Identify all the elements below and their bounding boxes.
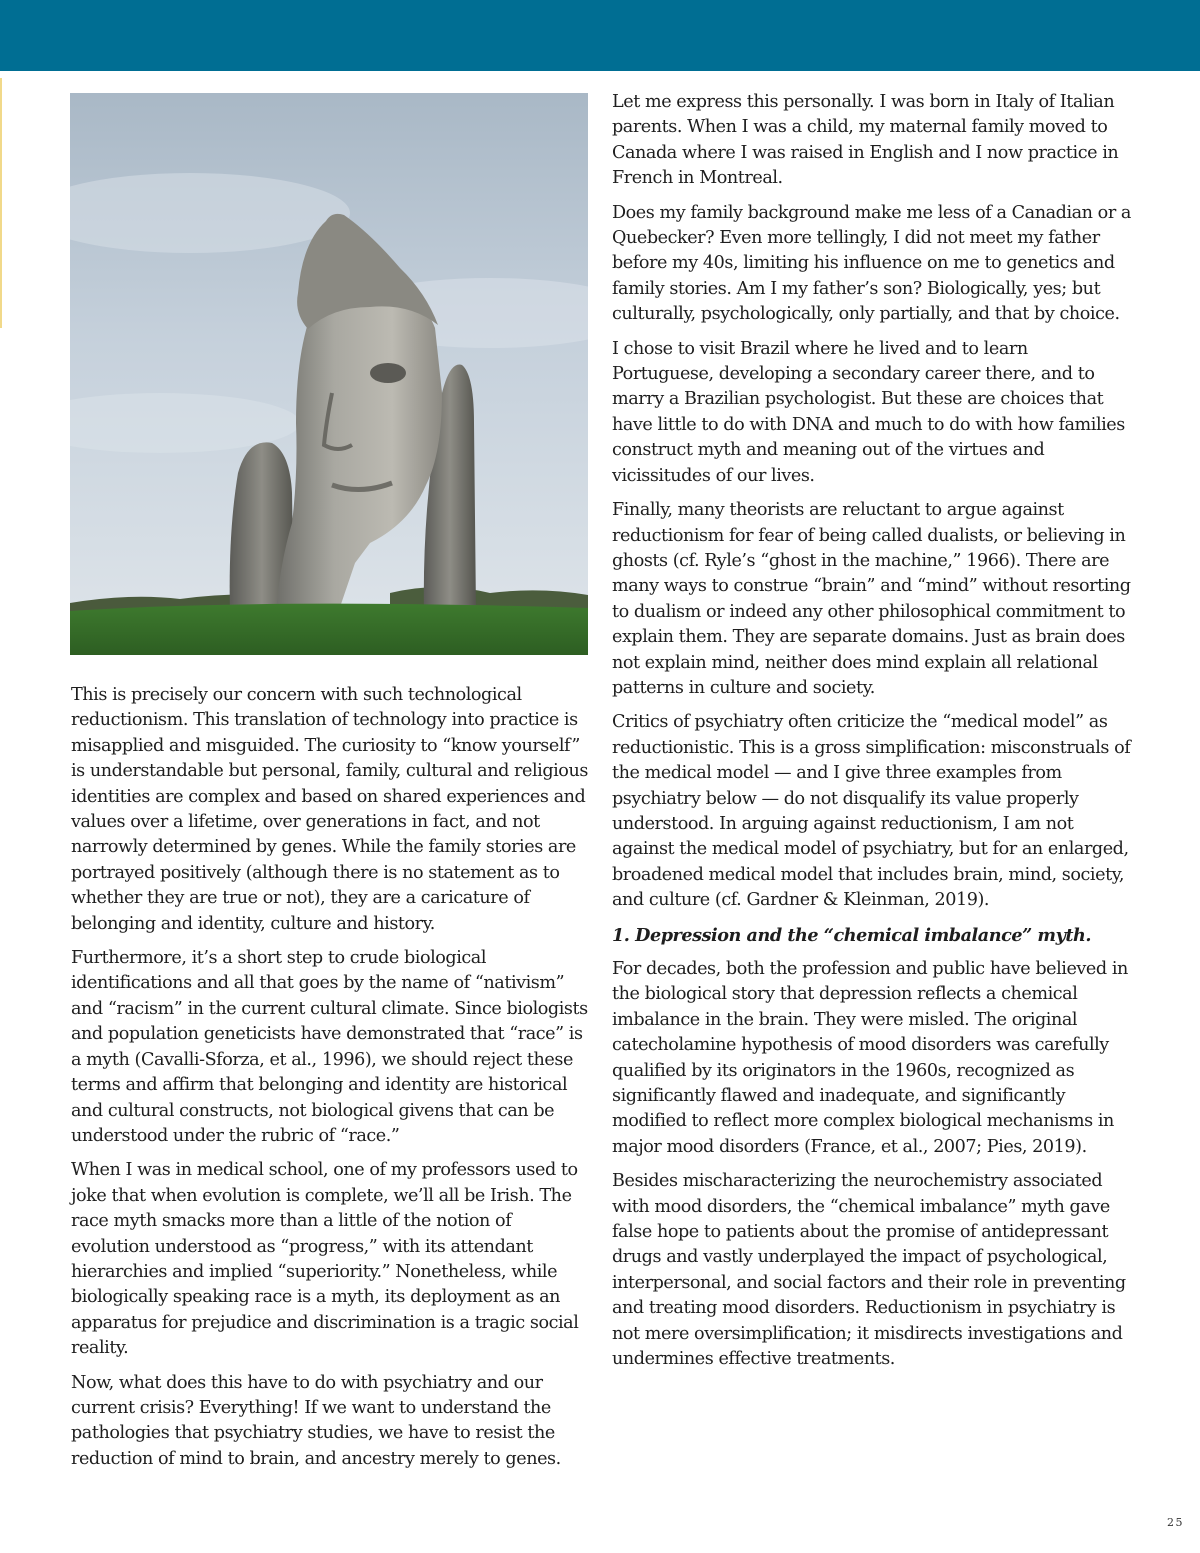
body-paragraph: I chose to visit Brazil where he lived and to learn Portuguese, developing a secondary career there, and to marry a Brazilian psychologist. But these are choices that have little to do with DNA and much to do with how families construct myth and meaning out of the virtues and vicissitudes of our lives. [612, 338, 1125, 486]
body-paragraph: When I was in medical school, one of my professors used to joke that when evolution is complete, we’ll all be Irish. The race myth smacks more than a little of the notion of evolution understood as “progress,” with its attendant hierarchies and implied “superiority.” Nonetheless, while biologically speaking race is a myth, its deployment as an apparatus for prejudice and discrimination is a tragic social reality. [71, 1160, 579, 1359]
body-paragraph: Besides mischaracterizing the neurochemistry associated with mood disorders, the “chemical imbalance” myth gave false hope to patients about the promise of antidepressant drugs and vastly underplayed the impact of psychological, interpersonal, and social factors and their role in preventing and treating mood disorders. Reductionism in psychiatry is not mere oversimplification; it misdirects investigations and undermines effective treatments. [612, 1171, 1126, 1370]
left-text-column [71, 683, 591, 1481]
body-paragraph: Furthermore, it’s a short step to crude biological identifications and all that goes by the name of “nativism” and “racism” in the current cultural climate. Since biologists and population geneticists have demonstrated that “race” is a myth (Cavalli-Sforza, et al., 1996), we should reject these terms and affirm that belonging and identity are historical and cultural constructs, not biological givens that can be understood under the rubric of “race.” [71, 948, 588, 1146]
body-paragraph: Does my family background make me less of a Canadian or a Quebecker? Even more tellingly, I did not meet my father before my 40s, limiting his influence on me to genetics and family stories. Am I my father’s son? Biologically, yes; but culturally, psychologically, only partially, and that by choice. [612, 202, 1131, 325]
sculpture-photo-drawing [70, 93, 588, 655]
edge-accent-mark [0, 78, 2, 328]
body-paragraph: Now, what does this have to do with psychiatry and our current crisis? Everything! If we want to understand the pathologies that psychiatry studies, we have to resist the reduction of mind to brain, and ancestry merely to genes. [71, 1372, 561, 1469]
page-number: 25 [1167, 1516, 1184, 1529]
sculpture-photo [70, 93, 588, 655]
body-paragraph: Finally, many theorists are reluctant to argue against reductionism for fear of being called dualists, or believing in ghosts (cf. Ryle’s “ghost in the machine,” 1966). There are many ways to construe “brain” and “mind” without resorting to dualism or indeed any other philosophical commitment to explain them. They are separate domains. Just as brain does not explain mind, neither does mind explain all relational patterns in culture and society. [612, 500, 1131, 698]
header-band [0, 0, 1200, 71]
body-paragraph: This is precisely our concern with such technological reductionism. This translation of technology into practice is misapplied and misguided. The curiosity to “know yourself” is understandable but personal, family, cultural and religious identities are complex and based on shared experiences and values over a lifetime, over generations in fact, and not narrowly determined by genes. While the family stories are portrayed positively (although there is no statement as to whether they are true or not), they are a caricature of belonging and identity, culture and history. [71, 685, 588, 934]
body-paragraph: Let me express this personally. I was born in Italy of Italian parents. When I was a child, my maternal family moved to Canada where I was raised in English and I now practice in French in Montreal. [612, 92, 1119, 189]
right-text-column [612, 90, 1132, 1382]
body-paragraph: For decades, both the profession and public have believed in the biological story that depression reflects a chemical imbalance in the brain. They were misled. The original catecholamine hypothesis of mood disorders was carefully qualified by its originators in the 1960s, recognized as significantly flawed and inadequate, and significantly modified to reflect more complex biological mechanisms in major mood disorders (France, et al., 2007; Pies, 2019). [612, 959, 1128, 1157]
body-paragraph: Critics of psychiatry often criticize the “medical model” as reductionistic. This is a gross simplification: misconstruals of the medical model — and I give three examples from psychiatry below — do not disqualify its value properly understood. In arguing against reductionism, I am not against the medical model of psychiatry, but for an enlarged, broadened medical model that includes brain, mind, society, and culture (cf. Gardner & Kleinman, 2019). [612, 712, 1131, 911]
section-subheading: 1. Depression and the “chemical imbalance” myth. [612, 924, 1092, 946]
